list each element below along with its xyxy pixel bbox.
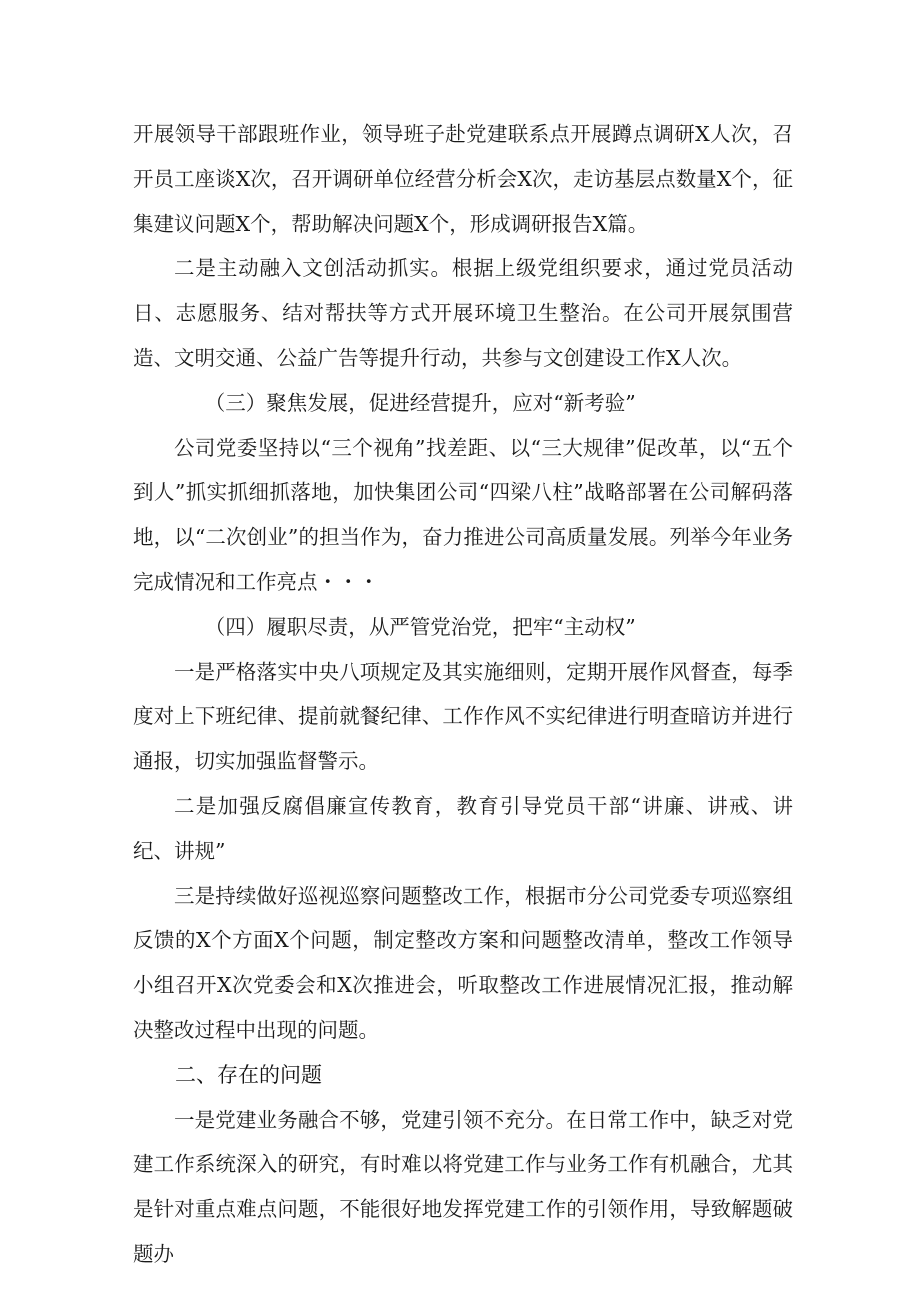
paragraph-party-committee: 公司党委坚持以“三个视角”找差距、以“三大规律”促改革，以“五个到人”抓实抓细抓落地，加快集团公司“四梁八柱”战略部署在公司解码落地，以“二次创业”的担当作为，奋力推进公司高质量发展。列举今年业务完成情况和工作亮点・・・ <box>133 435 793 594</box>
document-body <box>133 112 793 1277</box>
paragraph-continuation: 开展领导干部跟班作业，领导班子赴党建联系点开展蹲点调研X人次，召开员工座谈X次，召开调研单位经营分析会X次，走访基层点数量X个，征集建议问题X个，帮助解决问题X个，形成调研报告X篇。 <box>133 122 793 236</box>
subheading-focus-development: （三）聚焦发展，促进经营提升，应对“新考验” <box>204 390 636 415</box>
paragraph-anti-corruption: 二是加强反腐倡廉宣传教育，教育引导党员干部“讲廉、讲戒、讲纪、讲规” <box>133 793 793 863</box>
section-heading-problems: 二、存在的问题 <box>175 1062 322 1087</box>
subheading-fulfill-duties: （四）履职尽责，从严管党治党，把牢“主动权” <box>204 614 636 639</box>
paragraph-inspection-rectification: 三是持续做好巡视巡察问题整改工作，根据市分公司党委专项巡察组反馈的X个方面X个问题，制定整改方案和问题整改清单，整改工作领导小组召开X次党委会和X次推进会，听取整改工作进展情况汇报，推动解决整改过程中出现的问题。 <box>133 883 793 1042</box>
paragraph-culture-activities: 二是主动融入文创活动抓实。根据上级党组织要求，通过党员活动日、志愿服务、结对帮扶等方式开展环境卫生整治。在公司开展氛围营造、文明交通、公益广告等提升行动，共参与文创建设工作X人次。 <box>133 256 793 370</box>
paragraph-eight-rules: 一是严格落实中央八项规定及其实施细则，定期开展作风督查，每季度对上下班纪律、提前就餐纪律、工作作风不实纪律进行明查暗访并进行通报，切实加强监督警示。 <box>133 659 793 774</box>
paragraph-integration-problem: 一是党建业务融合不够，党建引领不充分。在日常工作中，缺乏对党建工作系统深入的研究，有时难以将党建工作与业务工作有机融合，尤其是针对重点难点问题，不能很好地发挥党建工作的引领作用，导致解题破题办 <box>133 1107 793 1266</box>
